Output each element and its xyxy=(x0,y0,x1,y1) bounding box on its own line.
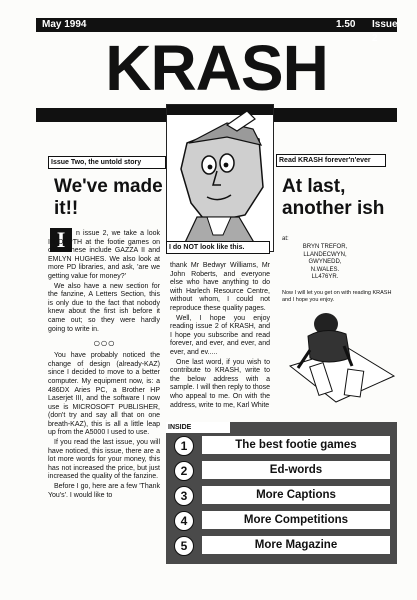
address-line-1: BRYN TREFOR, xyxy=(302,244,348,250)
inside-item-label: More Captions xyxy=(202,486,390,504)
right-tag: Read KRASH forever'n'ever xyxy=(276,154,386,167)
issue-date: May 1994 xyxy=(42,19,87,30)
decor-circles-icon: ○○○ xyxy=(93,336,115,351)
address-line-5: LL476YR. xyxy=(311,274,339,280)
left-headline: We've made it!! xyxy=(54,176,163,219)
address-label: at: xyxy=(282,236,289,242)
inside-item-label: More Magazine xyxy=(202,536,390,554)
masthead-title: KRASH xyxy=(105,32,328,104)
inside-item-number: 2 xyxy=(174,461,194,481)
center-para-1: thank Mr Bedwyr Williams, Mr John Roberts, and everyone else who have anything to do with Harlech Resource Centre, without whom, I could not reproduce these quality pages. xyxy=(170,262,270,312)
left-para-1: n issue 2, we take a look IN DEPTH at the footie games on offer. These include GAZZA II and EMLYN HUGHES. We also look at more PD libraries, and ask, 'are we getting value for money?' xyxy=(48,230,160,280)
left-para-5: Before I go, here are a few 'Thank You's'. I would like to xyxy=(48,483,160,499)
inside-item[interactable] xyxy=(174,436,392,456)
right-headline: At last, another ish xyxy=(282,176,385,219)
inside-item-number: 4 xyxy=(174,511,194,531)
inside-panel xyxy=(166,422,397,564)
address-line-3: GWYNEDD, xyxy=(308,259,342,265)
inside-item-label: More Competitions xyxy=(202,511,390,529)
inside-item[interactable] xyxy=(174,461,392,481)
contact-address xyxy=(290,244,360,282)
cartoon-frame xyxy=(166,104,274,252)
inside-item-number: 5 xyxy=(174,536,194,556)
center-para-2: Well, I hope you enjoy reading issue 2 of KRASH, and I hope you subscribe and read forever, and ever, and ever, and ever, and ev..... xyxy=(170,314,270,356)
issue-price: 1.50 xyxy=(336,19,356,30)
left-article xyxy=(48,230,160,570)
inside-item[interactable] xyxy=(174,536,392,556)
center-article xyxy=(170,262,270,417)
center-para-3: One last word, if you wish to contribute to KRASH, write to the below address with a sample. I will then reply to those who appeal to me. On with the address, write to me, Karl White xyxy=(170,358,270,409)
header-bar xyxy=(36,18,398,44)
address-line-2: LLANDECWYN, xyxy=(303,251,347,258)
left-para-2: We also have a new section for the fanzine, A Letters Section, this is only due to the fact that nobody knew about the first ish before it came out; so they were hardly going to write in. xyxy=(48,282,160,333)
inside-label: INSIDE xyxy=(166,422,230,433)
right-closing: Now I will let you get on with reading KRASH and I hope you enjoy. xyxy=(282,290,392,303)
cartoon-face-icon xyxy=(167,105,273,251)
inside-item[interactable] xyxy=(174,511,392,531)
inside-item[interactable] xyxy=(174,486,392,506)
cartoon-caption: I do NOT look like this. xyxy=(166,241,270,254)
inside-item-number: 3 xyxy=(174,486,194,506)
issue-number: Issue 2 xyxy=(372,19,398,44)
drop-cap: I xyxy=(50,228,72,252)
inside-item-label: Ed-words xyxy=(202,461,390,479)
desk-illustration-icon xyxy=(288,306,396,410)
inside-item-label: The best footie games xyxy=(202,436,390,454)
left-para-3: You have probably noticed the change of design (already-KAZ) since I decided to move to a better computer. My equipment now, is: a 486DX Aries PC, a Brother HP Laserjet III, and the software I now use is MICROSOFT PUBLISHER, (don't try and say all that on one breath-KAZ), this is all a little leap up from the A5000 I used to use. xyxy=(48,352,160,437)
address-line-4: N.WALES. xyxy=(310,266,340,273)
inside-item-number: 1 xyxy=(174,436,194,456)
left-para-4: If you read the last issue, you will have noticed, this issue, there are a lot more words for your money, this has not increased the price, but just increased the quality of the fanzine. xyxy=(48,439,160,481)
left-tag: Issue Two, the untold story xyxy=(48,156,166,169)
